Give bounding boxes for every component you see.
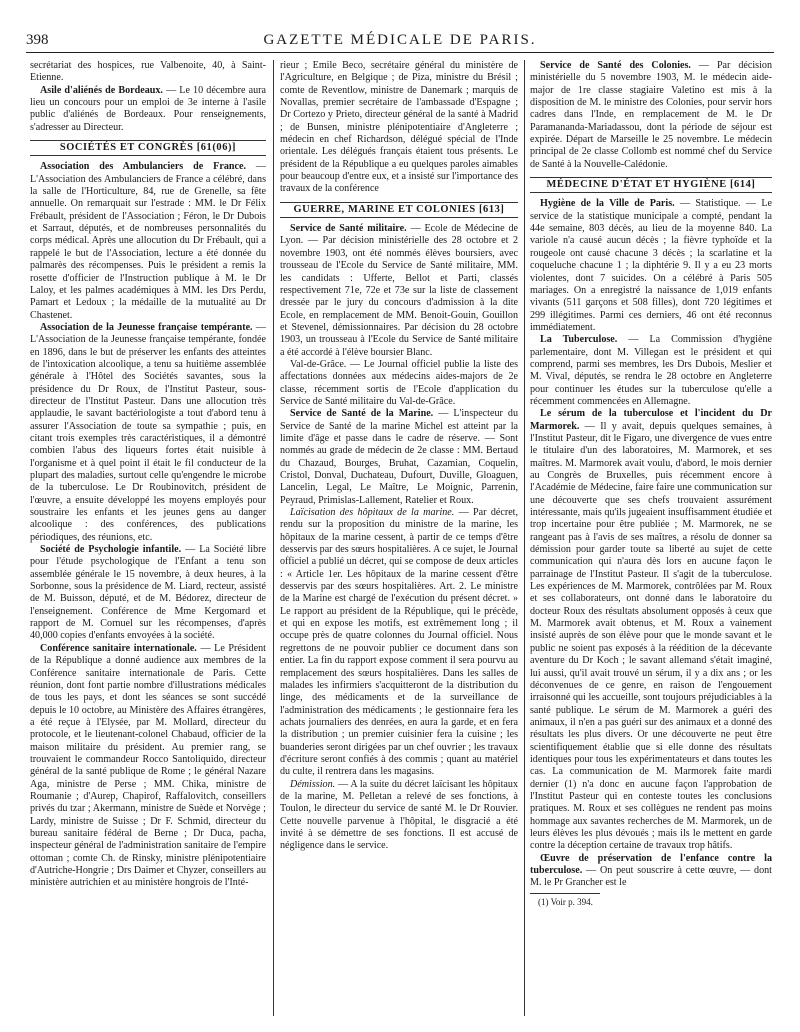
column-1 xyxy=(30,60,266,1016)
article-title: Hygiène de la Ville de Paris. xyxy=(540,198,675,210)
article-text: — L'inspecteur du Service de Santé de la marine Michel est atteint par la limite d'âge et passe dans le cadre de réserve. — Sont nommés au grade de médecin de 2e classe : MM. Bertaud du Chazaud, Bourges, Bruhat, Cazamian, Coquelin, Cristol, Donval, Duchateau, Dufourt, Duville, Gloaguen, Lancelin, Legal, Le Maître, Le Moignic, Parrenin, Peyraud, Primislas-Lallement, Ratelier et Roux. xyxy=(280,408,518,506)
section-heading: MÉDECINE D'ÉTAT ET HYGIÈNE [614] xyxy=(530,177,772,193)
page-header xyxy=(26,30,774,53)
article xyxy=(280,507,518,779)
article xyxy=(30,161,266,321)
running-title: GAZETTE MÉDICALE DE PARIS. xyxy=(263,32,537,48)
article xyxy=(30,322,266,544)
article xyxy=(30,544,266,643)
article-text: — Le 10 décembre aura lieu un concours pour un emploi de 3e interne à l'asile public d'aliénés de Bordeaux. Pour renseignements, s'adresser au Directeur. xyxy=(30,84,266,133)
article xyxy=(530,60,772,171)
article xyxy=(280,779,518,853)
article-title: Service de Santé de la Marine. xyxy=(290,408,434,420)
article-text: — Par décision ministérielle du 5 novembre 1903, M. le médecin aide-major de 1re classe stagiaire Valetino est mis à la disposition de M. le ministre des Colonies, pour servir hors cadres dans l'Inde, en remplacement de M. le Dr Paramananda-Mariadassou, dont la période de séjour est expirée. Départ de Marseille le 25 novembre. Le médecin principal de 2e classe Collomb est nommé chef du Service de Santé à la Nouvelle-Calédonie. xyxy=(530,60,772,170)
article-text: — La Commission d'hygiène parlementaire, dont M. Villegan est le président et qui comprend, parmi ses membres, les Drs Dubois, Meslier et M. Vival, députés, se rendra le 28 octobre en Angleterre pour continuer les études sur la tuberculose qu'elle a récemment commencées en Allemagne. xyxy=(530,334,772,407)
article xyxy=(280,408,518,507)
section-heading: GUERRE, MARINE ET COLONIES [613] xyxy=(280,202,518,218)
section-heading: SOCIÉTÉS ET CONGRÈS [61(06)] xyxy=(30,140,266,156)
footnote: (1) Voir p. 394. xyxy=(538,896,593,907)
column-rule xyxy=(524,60,525,1016)
article-title: Association de la Jeunesse française tempérante. xyxy=(40,321,253,333)
article xyxy=(30,85,266,134)
column-2 xyxy=(280,60,518,1016)
article-text: — Par décret, rendu sur la proposition du ministre de la marine, les hôpitaux de la marine cessent, à partir de ce temps d'être desservis par des sœurs hospitalières. A ce sujet, le Journal officiel a publié un décret, qui se compose de deux articles : « Article 1er. Les hôpitaux de la marine cessent d'être desservis par des sœurs hospitalières. Art. 2. Le ministre de la Marine est chargé de l'exécution du présent décret. » Le rapport au président de la République, qui le précède, et qui en expose les motifs, est extrêmement long ; il occupe près de quatre colonnes du Journal officiel. Nous regrettons de ne pouvoir publier ce document dans son entier. La fin du rapport expose comment il sera pourvu au remplacement des sœurs hospitalières. Dans les salles de malades les infirmiers s'acquitteront de la distribution du linge, des médicaments et de la surveillance de l'administration des médicaments ; le gestionnaire fera les achats journaliers des denrées, en aura la garde, et en fera la distribution ; un premier cuisinier fera la cuisine ; les buanderies seront dirigées par un chef ouvrier ; les travaux d'écriture seront confiés à des commis ; quant au matériel du culte, il rentrera dans les magasins. xyxy=(280,507,518,778)
paragraph: rieur ; Emile Beco, secrétaire général du ministère de l'Agriculture, en Belgique ; de Piza, ministre du Brésil ; comte de Reventlow, ministre de Danemark ; marquis de Novallas, premier secrétaire de l'ambassade d'Espagne ; Dr Cortezo y Prieto, directeur général de la santé à Madrid ; de Bunsen, ministre plénipotentiaire d'Angleterre ; médecin en chef Richardson, délégué spécial de l'Inde orientale. Les délégués français étaient tous présents. Le président de la République a eu quelques paroles aimables pour beaucoup d'entre eux, et a insisté sur l'importance des travaux de la conférence xyxy=(280,60,518,195)
article xyxy=(530,853,772,890)
page-number: 398 xyxy=(26,32,49,48)
article-title: Démission. xyxy=(290,778,336,790)
paragraph: secrétariat des hospices, rue Valbenoite, 40, à Saint-Etienne. xyxy=(30,60,266,84)
article-title: La Tuberculose. xyxy=(540,334,618,346)
article xyxy=(530,334,772,408)
article-text: — On peut souscrire à cette œuvre, — dont M. le Pr Grancher est le xyxy=(530,865,772,889)
column-rule xyxy=(273,60,274,1016)
article xyxy=(530,408,772,852)
article-text: — La Société libre pour l'étude psychologique de l'Enfant a tenu son assemblée générale le 15 novembre, à deux heures, à la Sorbonne, sous la présidence de M. Liard, recteur, assisté de M. Buisson, député, et de M. Bédorez, directeur de l'enseignement. Conférence de Mme Kergomard et rapport de M. Cornuel sur les récompenses, d'après 40,000 copies d'enfants envoyées à la société. xyxy=(30,544,266,642)
article xyxy=(30,643,266,890)
article xyxy=(280,223,518,359)
article-title: Conférence sanitaire internationale. xyxy=(40,642,197,654)
article-title: Service de Santé des Colonies. xyxy=(540,60,691,71)
column-3 xyxy=(530,60,772,1016)
article-text: — Ecole de Médecine de Lyon. — Par décision ministérielle des 28 octobre et 2 novembre 1903, ont été nommés élèves boursiers, avec trousseau de l'Ecole du Service de Santé militaire, MM. les candidats : Ufferte, Bellot et Parti, classés respectivement 71e, 72e et 73e sur la liste de classement dressée par le jury du concours d'admission à la dite Ecole, en remplacement de MM. Benoit-Gouin, Gouillon et Stevenel, démissionnaires. Par décision du 28 octobre 1903, un trousseau à l'Ecole du Service de Santé militaire a été accordé à l'élève boursier Blanc. xyxy=(280,223,518,358)
article-title: Le sérum de la tuberculose et l'incident du Dr Marmorek. xyxy=(530,408,772,432)
paragraph: Val-de-Grâce. — Le Journal officiel publie la liste des affectations données aux médecins aides-majors de 2e classe, récemment sortis de l'Ecole d'application du Service de Santé militaire du Val-de-Grâce. xyxy=(280,358,518,407)
article-title: Asile d'aliénés de Bordeaux. xyxy=(40,84,163,96)
article-title: Service de Santé militaire. xyxy=(290,223,407,235)
article-title: Laïcisation des hôpitaux de la marine. xyxy=(290,507,455,519)
footnote-divider xyxy=(530,893,600,894)
article-text: — Le Président de la République a donné audience aux membres de la Conférence sanitaire internationale de Paris. Cette réunion, dont font partie nombre d'illustrations médicales de tous les pays, et dont les séances se sont succédé depuis le 10 octobre, au Ministère des Affaires étrangères, a été reçue à l'Elysée, par M. Mollard, directeur du protocole, et le lieutenant-colonel Chabaud, officier de la maison militaire du président. Au premier rang, se trouvaient le commandeur Rocco Santoliquido, directeur général de la santé publique de Rome ; le général Nazare Aga, ministre de Perse ; MM. Chika, ministre de Roumanie ; d'Aurep, Chapirof, Raffalovitch, conseillers privés du tzar ; Akermann, ministre de Suède et Norvège ; Lardy, ministre de Suisse ; Dr F. Schmid, directeur du bureau sanitaire fédéral de Berne ; Dr Duca, pacha, inspecteur général de l'administration sanitaire de l'empire ottoman ; comte Ch. de Rinsky, ministre plénipotentiaire d'Autriche-Hongrie ; Drs Daimer et Chyzer, conseillers au ministère autrichien et au ministère hongrois de l'Inté- xyxy=(30,642,266,889)
article xyxy=(530,198,772,334)
article-title: Société de Psychologie infantile. xyxy=(40,544,182,556)
article-title: Œuvre de préservation de l'enfance contre la tuberculose. xyxy=(530,852,772,876)
article-text: — L'Association de la Jeunesse française tempérante, fondée en 1896, dans le but de préserver les enfants des atteintes de l'intoxication alcoolique, a tenu sa huitième assemblée générale à l'Hôtel des Sociétés savantes, sous la présidence du Dr Roux, de l'Institut Pasteur, sous-directeur de l'Institut Pasteur. Dans une allocution très applaudie, le savant bactériologiste a tout d'abord tenu à assurer l'Association de toute sa sympathie ; puis, en citant trois exemples très caractéristiques, il a démontré combien l'abus des liqueurs fortes était nuisible à l'organisme et à quel point il était le fil conducteur de la plupart des maladies, surtout celle qu'engendre le microbe de la tuberculose. Le Dr Roubinovitch, président de l'œuvre, a ensuite développé les moyens employés pour soustraire les enfants et les jeunes gens au danger alcoolique : des conférences, des publications périodiques, des réunions, etc. xyxy=(30,321,266,543)
article-text: — Il y avait, depuis quelques semaines, à l'Institut Pasteur, dit le Figaro, une divergence de vues entre le titulaire d'un des laboratoires, M. Marmorek, et ses maîtres. M. Marmorek avait voulu, d'abord, le mois dernier au Congrès de Bruxelles, puis récemment encore à l'Académie de Médecine, faire faire une communication sur une découverte que ses chefs trouvaient assurément intéressante, mais qu'ils jugeaient insuffisamment étudiée et trop incertaine pour être publiée ; M. Marmorek, ne se rangeant pas à l'avis de ses maîtres, a résolu de donner sa démission pour garder toute sa liberté au sujet de cette communication qui n'aura dès lors en aucune façon le parrainage de l'Institut Pasteur. Il s'agit de la tuberculose. Les expériences de M. Marmorek, contrôlées par M. Roux et ses collaborateurs, ont donné dans le laboratoire du docteur Roux des résultats absolument opposés à ceux que M. Marmorek avait obtenus, et M. Roux a vainement insisté auprès de son élève pour que le monde savant et le public ne soient pas exposés à la réédition de la décevante aventure du Dr Koch ; le savant allemand s'était imaginé, lui aussi, qu'il avait trouvé un sérum, il y a dix ans ; or les déconvenues de ce genre, en raison de l'engouement irraisonné qui les accueille, sont toujours préjudiciables à la santé publique. Le sérum de M. Marmorek a guéri des animaux, il n'en a pas guéri sur des animaux et a donné des résultats les plus divers. Or une découverte ne peut être scientifiquement établie que si elle donne des résultats identiques pour tous les expérimentateurs et dans toutes les cas. La communication de M. Marmorek faite mardi dernier (1) n'a donc en aucune façon l'approbation de l'Institut Pasteur qui en conteste toutes les conclusions pratiques. M. Roux et ses collègues ne rendent pas moins hommage aux savantes recherches de M. Marmorek, un de leurs élèves les plus dévoués ; mais ils le mettent en garde contre la déception certaine de travaux trop hâtifs. xyxy=(530,420,772,852)
article-text: — L'Association des Ambulanciers de France a célébré, dans la salle de l'Horticulture, 84, rue de Grenelle, sa fête annuelle. On remarquait sur l'estrade : MM. le Dr Félix Frébault, président de l'Association ; Féron, le Dr Dubois et Sarraut, députés, et de nombreuses personnalités du corps médical. Après une allocution du Dr Frébault, qui a rappelé le but de l'Association, lecture a été donnée du palmarès des récompenses. Puis le président a remis la rosette d'officier de l'Instruction publique à M. le Dr Laloy, et les palmes académiques à MM. les Drs Perdu, Pamart et Ledoux ; la médaille de la mutualité au Dr Chastenet. xyxy=(30,161,266,321)
article-title: Association des Ambulanciers de France. xyxy=(40,161,246,173)
article-text: — Statistique. — Le service de la statistique municipale a compté, pendant la 44e semaine, 803 décès, au lieu de la moyenne 840. La variole n'a causé aucun décès ; la fièvre typhoïde et la rougeole ont causé chacune 3 décès ; la scarlatine et la coqueluche chacune 1 ; la diphtérie 9. Il y a eu 23 morts violentes, dont 7 suicides. On a célébré à Paris 505 mariages. On a enregistré la naissance de 1,019 enfants vivants (511 garçons et 508 filles), dont 720 légitimes et 299 illégitimes. Parmi ces derniers, 46 ont été reconnus immédiatement. xyxy=(530,198,772,333)
article-text: — A la suite du décret laïcisant les hôpitaux de la marine, M. Pelletan a relevé de ses fonctions, à Toulon, le directeur du service de santé M. le Dr Rouvier. Cette nouvelle parvenue à l'hôpital, le disgracié a été invité à se démettre de ses fonctions. Il est accusé de négligence dans le service. xyxy=(280,778,518,852)
